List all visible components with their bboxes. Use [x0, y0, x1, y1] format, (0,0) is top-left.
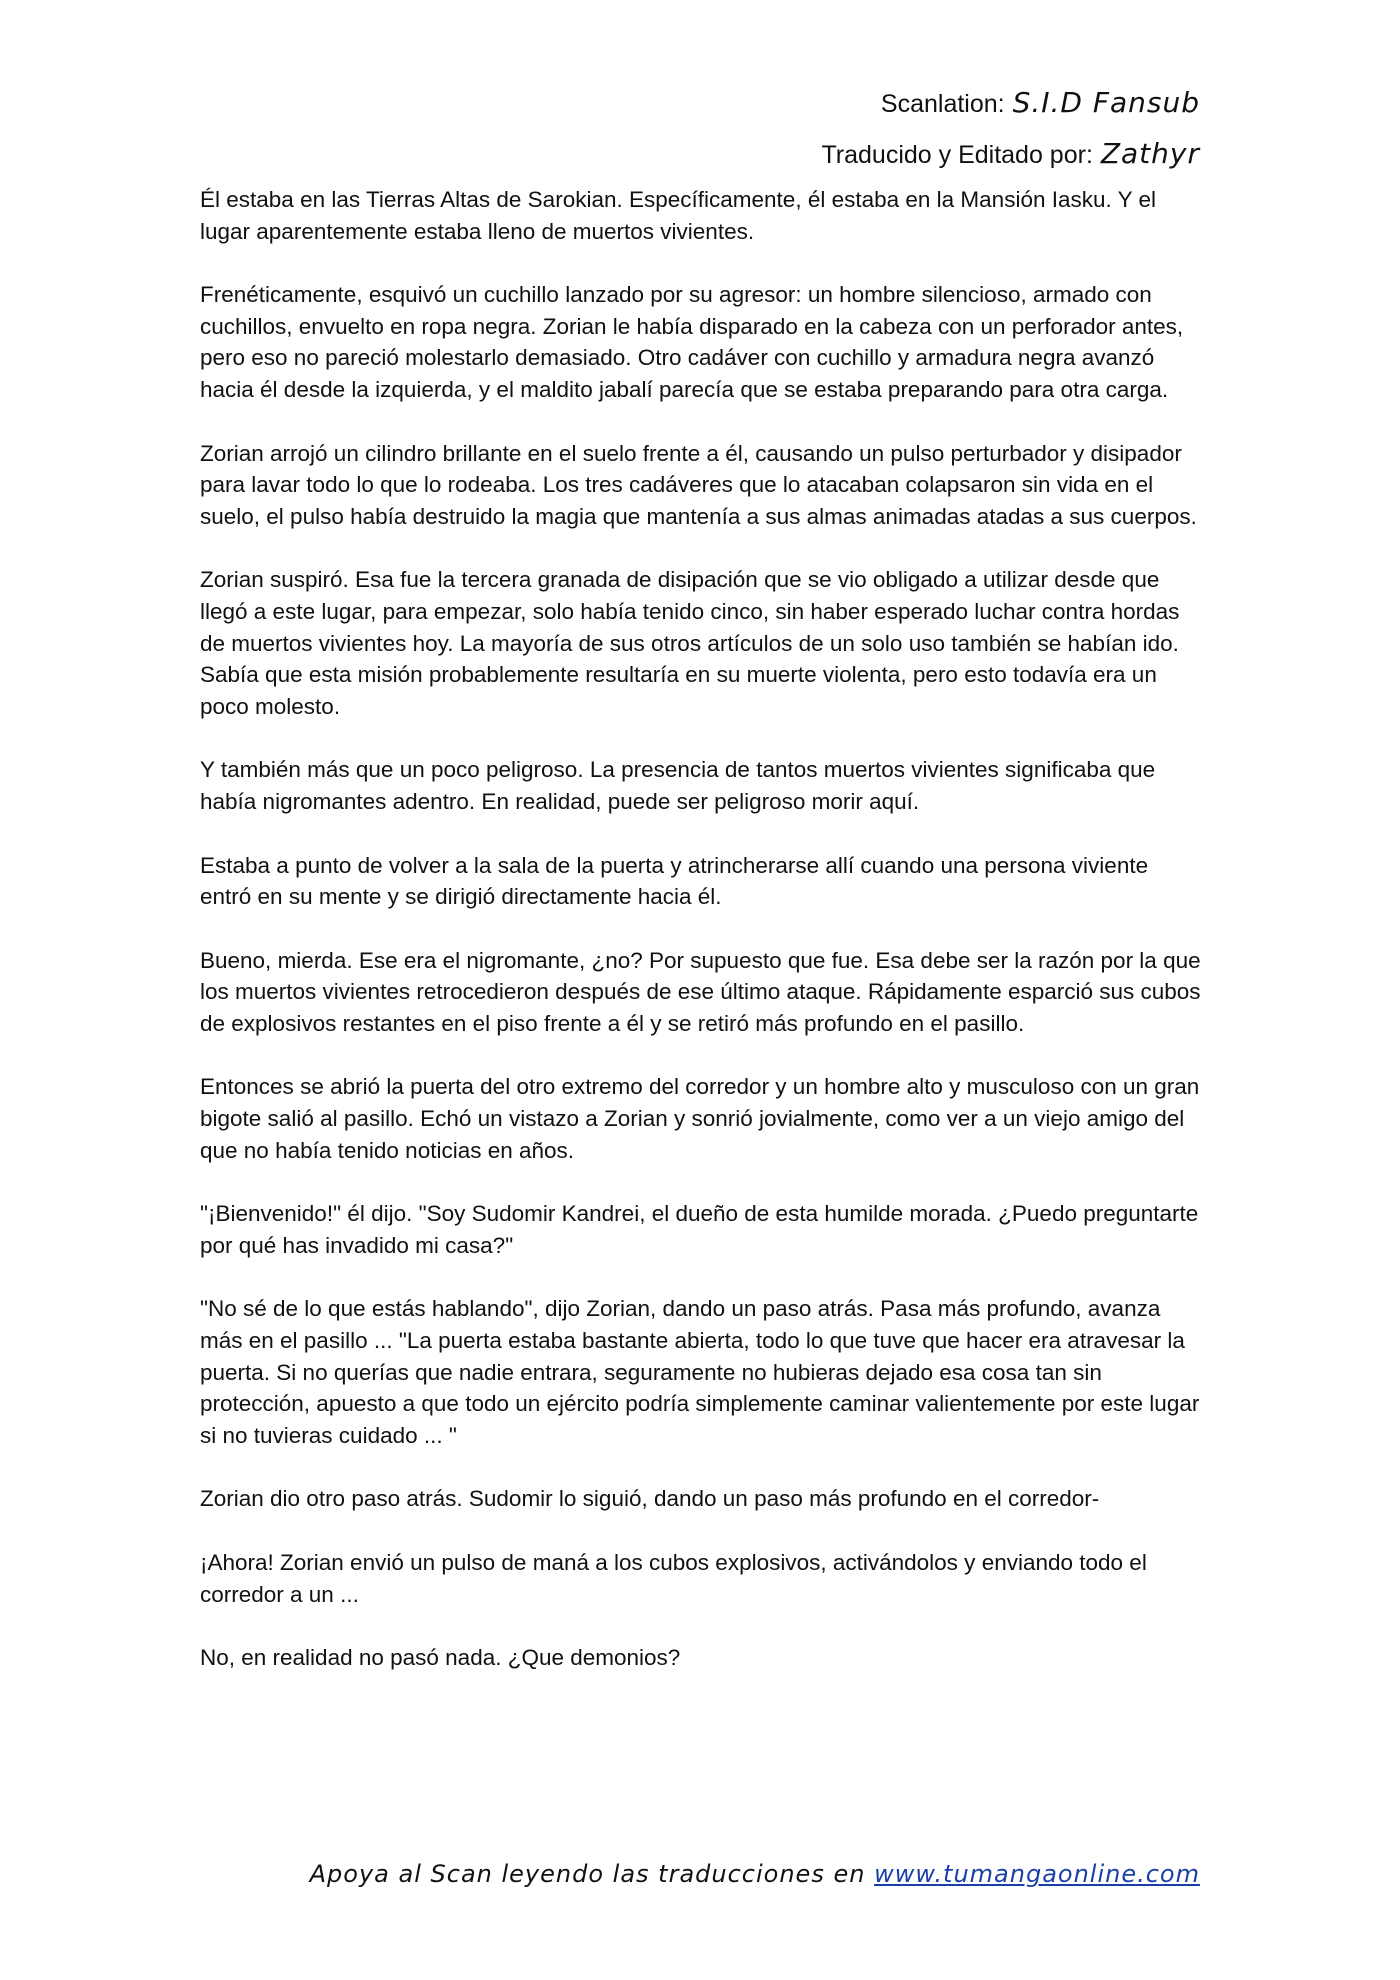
paragraph: Y también más que un poco peligroso. La presencia de tantos muertos vivientes significaba que había nigromantes adentro. En realidad, puede ser peligroso morir aquí. [200, 757, 1156, 814]
scanlation-label: Scanlation: [880, 90, 1005, 118]
footer-note [310, 1860, 1200, 1888]
footer-text: Apoya al Scan leyendo las traducciones en [309, 1860, 866, 1888]
translator-credit [821, 139, 1200, 170]
paragraph: Zorian arrojó un cilindro brillante en el suelo frente a él, causando un pulso perturbador y disipador para lavar todo lo que lo rodeaba. Los tres cadáveres que lo atacaban colapsaron sin vida en el suelo, el pulso había destruido la magia que mantenía a sus almas animadas atadas a sus cuerpos. [200, 440, 1197, 529]
paragraph: "¡Bienvenido!" él dijo. "Soy Sudomir Kandrei, el dueño de esta humilde morada. ¿Puedo preguntarte por qué has invadido mi casa?" [200, 1201, 1199, 1258]
paragraph: Zorian dio otro paso atrás. Sudomir lo siguió, dando un paso más profundo en el corredor- [200, 1486, 1100, 1512]
paragraph: No, en realidad no pasó nada. ¿Que demonios? [200, 1645, 681, 1671]
paragraph: "No sé de lo que estás hablando", dijo Zorian, dando un paso atrás. Pasa más profundo, avanza más en el pasillo ... "La puerta estaba bastante abierta, todo lo que tuve que hacer era atravesar la puerta. Si no querías que nadie entrara, seguramente no hubieras dejado esa cosa tan sin protección, apuesto a que todo un ejército podría simplemente caminar valientemente por este lugar si no tuvieras cuidado ... " [200, 1296, 1200, 1448]
translator-label: Traducido y Editado por: [821, 141, 1093, 169]
paragraph: ¡Ahora! Zorian envió un pulso de maná a los cubos explosivos, activándolos y enviando todo el corredor a un ... [200, 1550, 1147, 1607]
credits-block [821, 88, 1200, 190]
scanlation-credit [821, 88, 1200, 119]
paragraph: Entonces se abrió la puerta del otro extremo del corredor y un hombre alto y musculoso con un gran bigote salió al pasillo. Echó un vistazo a Zorian y sonrió jovialmente, como ver a un viejo amigo del que no había tenido noticias en años. [200, 1074, 1200, 1163]
paragraph: Frenéticamente, esquivó un cuchillo lanzado por su agresor: un hombre silencioso, armado con cuchillos, envuelto en ropa negra. Zorian le había disparado en la cabeza con un perforador antes, pero eso no pareció molestarlo demasiado. Otro cadáver con cuchillo y armadura negra avanzó hacia él desde la izquierda, y el maldito jabalí parecía que se estaba preparando para otra carga. [200, 282, 1184, 402]
story-text [200, 184, 1205, 1706]
paragraph: Estaba a punto de volver a la sala de la puerta y atrincherarse allí cuando una persona viviente entró en su mente y se dirigió directamente hacia él. [200, 852, 1149, 910]
paragraph: Bueno, mierda. Ese era el nigromante, ¿no? Por supuesto que fue. Esa debe ser la razón por la que los muertos vivientes retrocedieron después de ese último ataque. Rápidamente esparció sus cubos de explosivos restantes en el piso frente a él y se retiró más profundo en el pasillo. [200, 947, 1201, 1036]
translator-name: Zathyr [1100, 137, 1200, 170]
paragraph: Zorian suspiró. Esa fue la tercera granada de disipación que se vio obligado a utilizar desde que llegó a este lugar, para empezar, solo había tenido cinco, sin haber esperado luchar contra hordas de muertos vivientes hoy. La mayoría de sus otros artículos de un solo uso también se habían ido. Sabía que esta misión probablemente resultaría en su muerte violenta, pero esto todavía era un poco molesto. [200, 567, 1180, 719]
scanlation-name: S.I.D Fansub [1012, 86, 1200, 119]
footer-link[interactable]: www.tumangaonline.com [874, 1860, 1200, 1888]
paragraph: Él estaba en las Tierras Altas de Sarokian. Específicamente, él estaba en la Mansión Iasku. Y el lugar aparentemente estaba lleno de muertos vivientes. [200, 187, 1156, 244]
